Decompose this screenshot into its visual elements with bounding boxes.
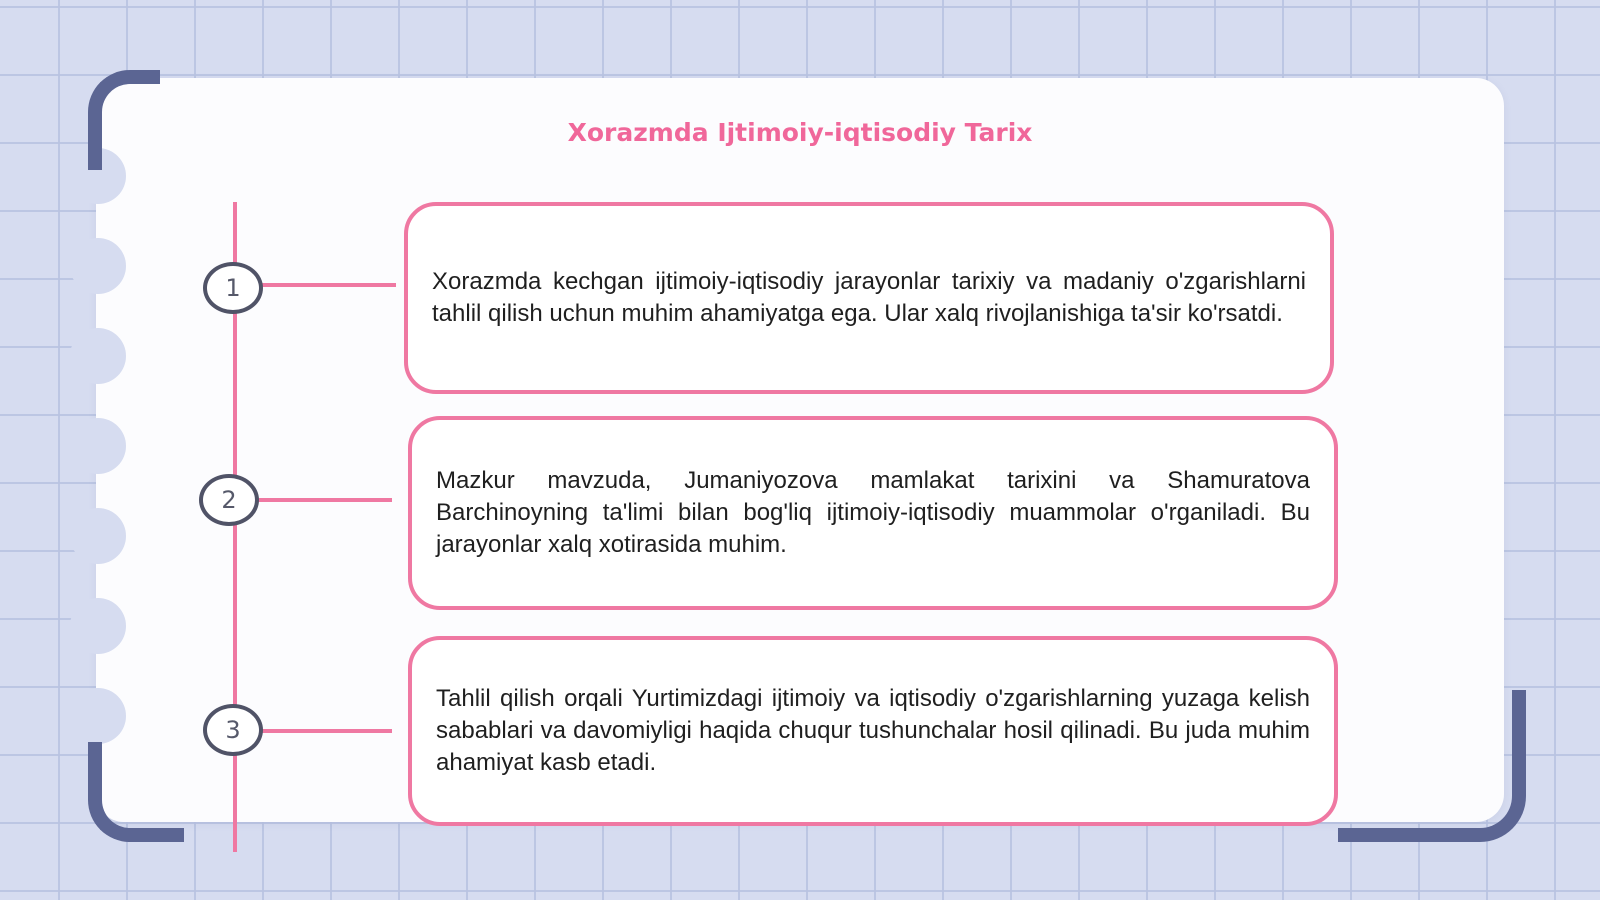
step-box-2 xyxy=(408,416,1338,610)
edge-notch xyxy=(70,598,126,654)
edge-notch xyxy=(70,238,126,294)
step-text-1: Xorazmda kechgan ijtimoiy-iqtisodiy jarayonlar tarixiy va madaniy o'zgarishlarni tahlil qilish uchun muhim ahamiyatga ega. Ular xalq rivojlanishiga ta'sir ko'rsatdi. xyxy=(432,268,1306,327)
edge-notch xyxy=(70,688,126,744)
edge-notch xyxy=(70,508,126,564)
timeline-connector-2 xyxy=(258,498,392,502)
corner-bracket-bottom-left xyxy=(88,742,184,842)
edge-notch xyxy=(70,328,126,384)
step-text-3: Tahlil qilish orqali Yurtimizdagi ijtimoiy va iqtisodiy o'zgarishlarning yuzaga kelish sabablari va davomiyligi haqida chuqur tushunchalar hosil qilinadi. Bu juda muhim ahamiyat kasb etadi. xyxy=(436,685,1310,776)
step-box-1 xyxy=(404,202,1334,394)
edge-notch xyxy=(70,418,126,474)
timeline-connector-1 xyxy=(262,283,396,287)
timeline-connector-3 xyxy=(262,729,392,733)
step-box-3 xyxy=(408,636,1338,826)
corner-bracket-top-left xyxy=(88,70,160,170)
step-number-1: 1 xyxy=(203,262,263,314)
slide-title: Xorazmda Ijtimoiy-iqtisodiy Tarix xyxy=(567,118,1033,147)
corner-bracket-bottom-right xyxy=(1338,690,1526,842)
step-number-2: 2 xyxy=(199,474,259,526)
step-number-3: 3 xyxy=(203,704,263,756)
step-text-2: Mazkur mavzuda, Jumaniyozova mamlakat tarixini va Shamuratova Barchinoyning ta'limi bilan bog'liq ijtimoiy-iqtisodiy muammolar o'rganiladi. Bu jarayonlar xalq xotirasida muhim. xyxy=(436,467,1310,558)
